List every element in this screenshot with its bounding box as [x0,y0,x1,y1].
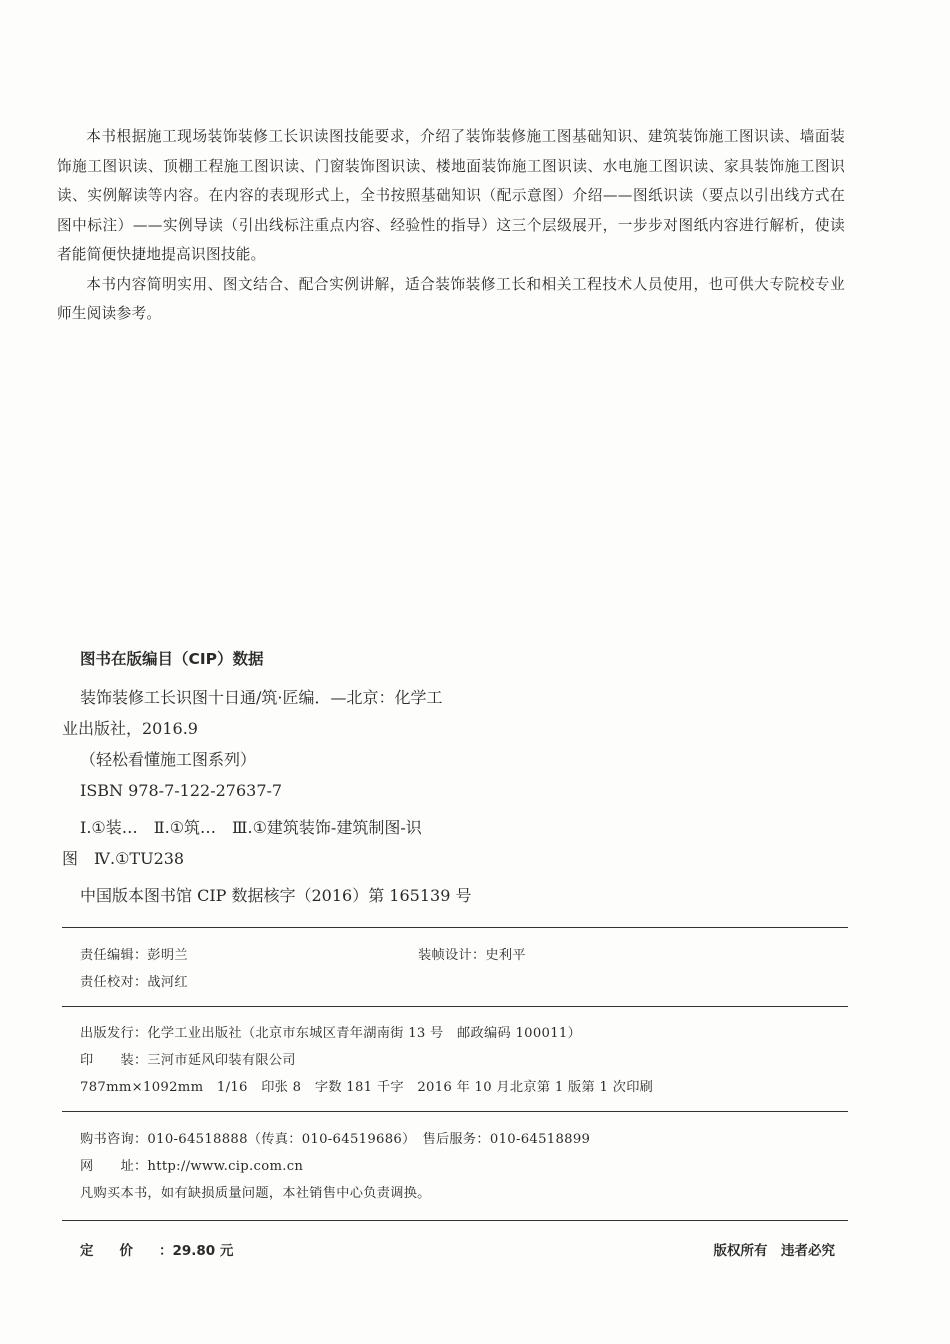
cip-title-line: 装饰装修工长识图十日通/筑·匠编．—北京：化学工 [80,688,443,707]
book-summary [57,122,845,329]
editor-info [80,942,188,996]
cip-classification-cont: 图 Ⅳ.①TU238 [62,849,185,868]
cip-core-number: 中国版本图书馆 CIP 数据核字（2016）第 165139 号 [80,886,472,905]
publishing-info [80,1020,653,1101]
cip-classification: Ⅰ.①装… Ⅱ.①筑… Ⅲ.①建筑装饰-建筑制图-识 [80,818,422,837]
summary-paragraph-1: 本书根据施工现场装饰装修工长识读图技能要求，介绍了装饰装修施工图基础知识、建筑装饰施工图识读、墙面装饰施工图识读、顶棚工程施工图识读、门窗装饰图识读、楼地面装饰施工图识读、水电施工图识读、家具装饰施工图识读、实例解读等内容。在内容的表现形式上，全书按照基础知识（配示意图）介绍——图纸识读（要点以引出线方式在图中标注）——实例导读（引出线标注重点内容、经验性的指导）这三个层级展开，一步步对图纸内容进行解析，使读者能简便快捷地提高识图技能。 [57,128,845,263]
divider-1 [62,927,848,928]
print-specs: 787mm×1092mm 1/16 印张 8 字数 181 千字 2016 年 10 月北京第 1 版第 1 次印刷 [80,1080,654,1095]
website: 网 址：http://www.cip.com.cn [80,1159,304,1174]
defect-notice: 凡购买本书，如有缺损质量问题，本社销售中心负责调换。 [80,1186,431,1201]
responsible-proofreader: 责任校对：战河红 [80,975,188,990]
cip-data-block [62,646,562,911]
cip-series: （轻松看懂施工图系列） [80,750,257,769]
responsible-editor: 责任编辑：彭明兰 [80,948,188,963]
contact-info [80,1126,590,1207]
designer-info [418,942,526,969]
price [80,1238,233,1264]
price-value: ：29.80 元 [159,1243,234,1259]
cip-title: 图书在版编目（CIP）数据 [80,650,264,668]
divider-2 [62,1006,848,1007]
divider-3 [62,1111,848,1112]
purchase-hotline: 购书咨询：010-64518888（传真：010-64519686） 售后服务：010-64518899 [80,1132,591,1147]
publisher: 出版发行：化学工业出版社（北京市东城区青年湖南街 13 号 邮政编码 100011） [80,1026,582,1041]
summary-paragraph-2: 本书内容简明实用、图文结合、配合实例讲解，适合装饰装修工长和相关工程技术人员使用，也可供大专院校专业师生阅读参考。 [57,275,845,322]
copyright-notice: 版权所有 违者必究 [713,1243,835,1259]
price-label: 定价 [80,1243,159,1259]
cip-publisher-line: 业出版社，2016.9 [62,719,198,738]
cip-record [62,682,562,874]
divider-4 [62,1220,848,1221]
cip-isbn: ISBN 978-7-122-27637-7 [80,781,283,800]
cover-designer: 装帧设计：史利平 [418,948,526,963]
printer: 印 装：三河市延风印装有限公司 [80,1053,296,1068]
